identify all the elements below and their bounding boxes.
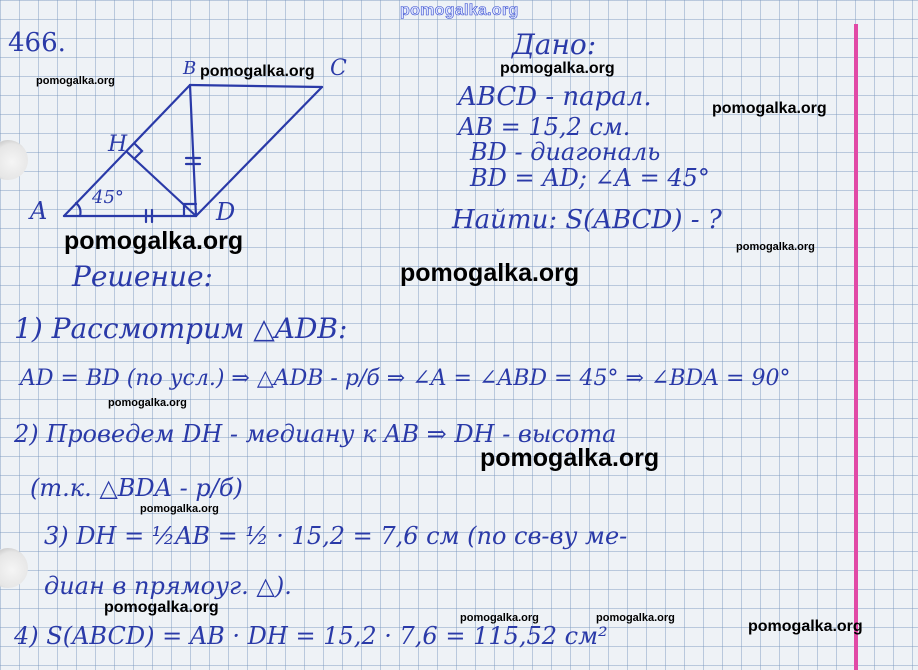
right-angle-mark-h [134, 144, 142, 159]
given-line-3: BD - диагональ [470, 138, 661, 166]
point-label-h: H [108, 132, 128, 157]
watermark: pomogalka.org [748, 618, 863, 635]
watermark: pomogalka.org [480, 444, 660, 472]
watermark: pomogalka.org [108, 397, 187, 409]
watermark: pomogalka.org [140, 503, 219, 515]
watermark: pomogalka.org [712, 100, 827, 117]
watermark: pomogalka.org [736, 241, 815, 253]
diagonal-bd [190, 85, 196, 216]
site-watermark-top[interactable]: pomogalka.org [400, 2, 519, 19]
vertex-label-c: C [330, 56, 347, 81]
step-4: 4) S(ABCD) = AB · DH = 15,2 · 7,6 = 115,52 см² [14, 622, 608, 650]
watermark: pomogalka.org [36, 75, 115, 87]
median-dh [127, 152, 196, 216]
watermark: pomogalka.org [400, 259, 580, 287]
vertex-label-d: D [216, 198, 236, 226]
watermark: pomogalka.org [200, 63, 315, 80]
watermark: pomogalka.org [104, 599, 219, 616]
side-cd [196, 87, 322, 216]
vertex-label-a: A [30, 197, 48, 225]
angle-arc-a [76, 203, 81, 216]
given-line-4: BD = AD; ∠A = 45° [470, 164, 710, 192]
side-bc [190, 85, 322, 87]
watermark: pomogalka.org [500, 60, 615, 77]
given-line-1: ABCD - парал. [458, 82, 652, 112]
find-line: Найти: S(ABCD) - ? [452, 205, 722, 235]
task-number: 466. [8, 28, 66, 58]
solution-heading: Решение: [72, 260, 213, 293]
step-2-body: (т.к. △BDA - р/б) [30, 474, 243, 502]
vertex-label-b: B [183, 58, 197, 79]
step-1-title: 1) Рассмотрим △ADB: [14, 312, 348, 345]
watermark: pomogalka.org [460, 612, 539, 624]
watermark: pomogalka.org [596, 612, 675, 624]
step-2-title: 2) Проведем DH - медиану к AB ⇒ DH - высота [14, 420, 617, 448]
step-3-line-2: диан в прямоуг. △). [44, 572, 292, 600]
angle-label: 45° [92, 187, 124, 208]
given-line-2: AB = 15,2 см. [458, 113, 631, 141]
step-1-body: AD = BD (по усл.) ⇒ △ADB - р/б ⇒ ∠A = ∠ABD = 45° ⇒ ∠BDA = 90° [20, 366, 791, 391]
given-heading: Дано: [512, 28, 597, 61]
watermark: pomogalka.org [64, 227, 244, 255]
step-3-line-1: 3) DH = ½AB = ½ · 15,2 = 7,6 см (по св-ву ме- [44, 522, 628, 550]
